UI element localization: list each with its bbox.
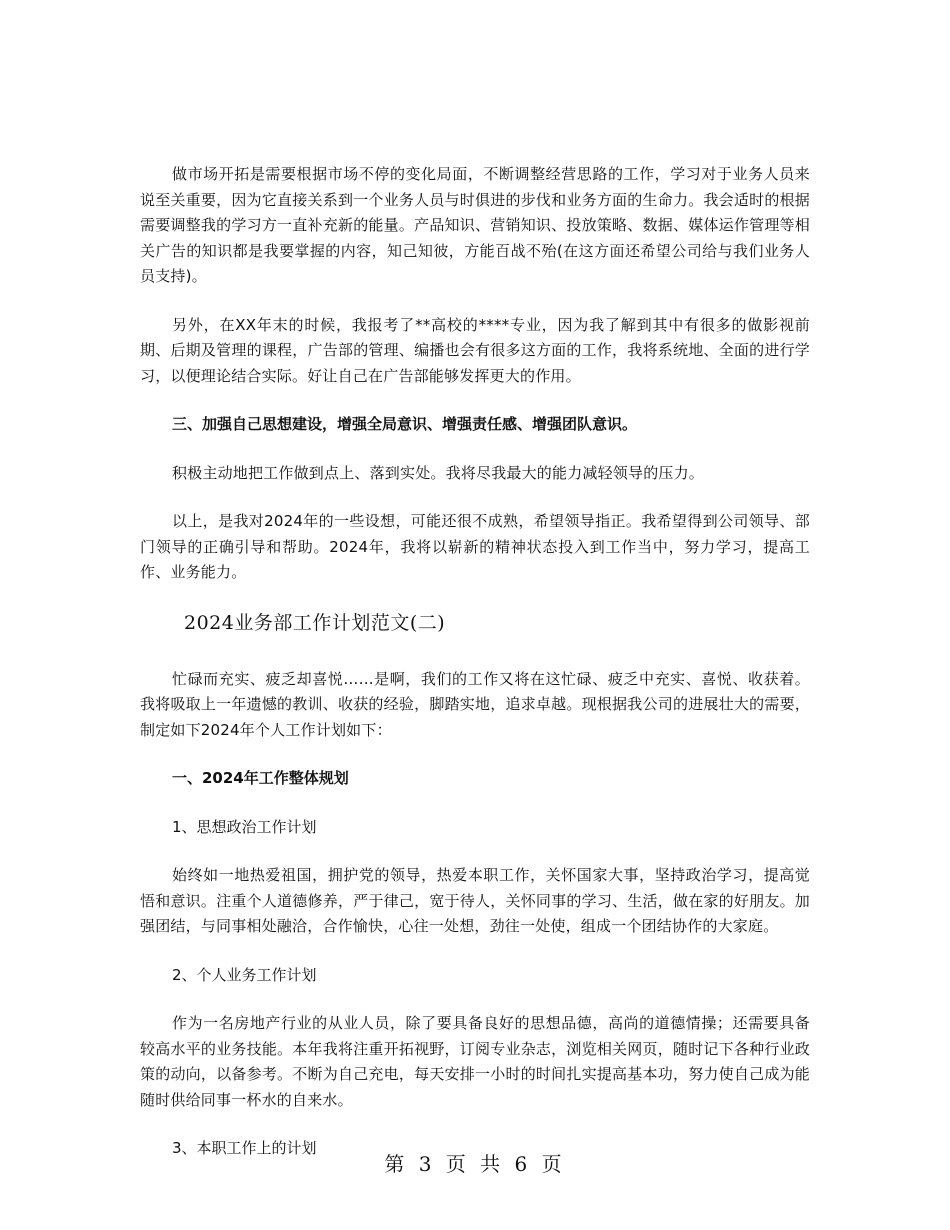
paragraph-business-plan: 作为一名房地产行业的从业人员，除了要具备良好的思想品德，高尚的道德情操；还需要具备较高水平的业务技能。本年我将注重开拓视野，订阅专业杂志，浏览相关网页，随时记下各种行业政策的动向，以备参考。不断为自己充电，每天安排一小时的时间扎实提高基本功，努力使自己成为能随时供给同事一杯水的自来水。 (140, 1014, 810, 1109)
subheading-business-plan: 2、个人业务工作计划 (172, 965, 317, 984)
paragraph-introduction: 忙碌而充实、疲乏却喜悦……是啊，我们的工作又将在这忙碌、疲乏中充实、喜悦、收获着。我将吸取上一年遗憾的教训、收获的经验，脚踏实地，追求卓越。现根据我公司的进展壮大的需要，制定如下2024年个人工作计划如下： (140, 669, 810, 739)
paragraph-political-plan: 始终如一地热爱祖国，拥护党的领导，热爱本职工作，关怀国家大事，坚持政治学习，提高觉悟和意识。注重个人道德修养，严于律己，宽于待人，关怀同事的学习、生活，做在家的好朋友。加强团结，与同事相处融洽，合作愉快，心往一处想，劲往一处使，组成一个团结协作的大家庭。 (140, 866, 810, 935)
paragraph-proactive-work: 积极主动地把工作做到点上、落到实处。我将尽我最大的能力减轻领导的压力。 (172, 463, 705, 482)
heading-overall-plan: 一、2024年工作整体规划 (172, 769, 349, 787)
document-body (140, 162, 810, 1185)
page-number-footer: 第 3 页 共 6 页 (384, 1152, 566, 1176)
section-title: 2024业务部工作计划范文(二) (184, 611, 446, 634)
subheading-job-plan: 3、本职工作上的计划 (172, 1139, 317, 1157)
paragraph-market-development: 做市场开拓是需要根据市场不停的变化局面，不断调整经营思路的工作，学习对于业务人员来说至关重要，因为它直接关系到一个业务人员与时俱进的步伐和业务方面的生命力。我会适时的根据需要调整我的学习方一直补充新的能量。产品知识、营销知识、投放策略、数据、媒体运作管理等相关广告的知识都是我要掌握的内容，知己知彼，方能百战不殆(在这方面还希望公司给与我们业务人员支持)。 (140, 165, 810, 285)
paragraph-further-study: 另外，在XX年末的时候，我报考了**高校的****专业，因为我了解到其中有很多的做影视前期、后期及管理的课程，广告部的管理、编播也会有很多这方面的工作，我将系统地、全面的进行学习，以便理论结合实际。好让自己在广告部能够发挥更大的作用。 (140, 315, 810, 385)
subheading-political-plan: 1、思想政治工作计划 (172, 817, 317, 836)
heading-section-three: 三、加强自己思想建设，增强全局意识、增强责任感、增强团队意识。 (172, 415, 638, 433)
paragraph-conclusion: 以上，是我对2024年的一些设想，可能还很不成熟，希望领导指正。我希望得到公司领导、部门领导的正确引导和帮助。2024年，我将以崭新的精神状态投入到工作当中，努力学习，提高工作、业务能力。 (140, 512, 810, 581)
